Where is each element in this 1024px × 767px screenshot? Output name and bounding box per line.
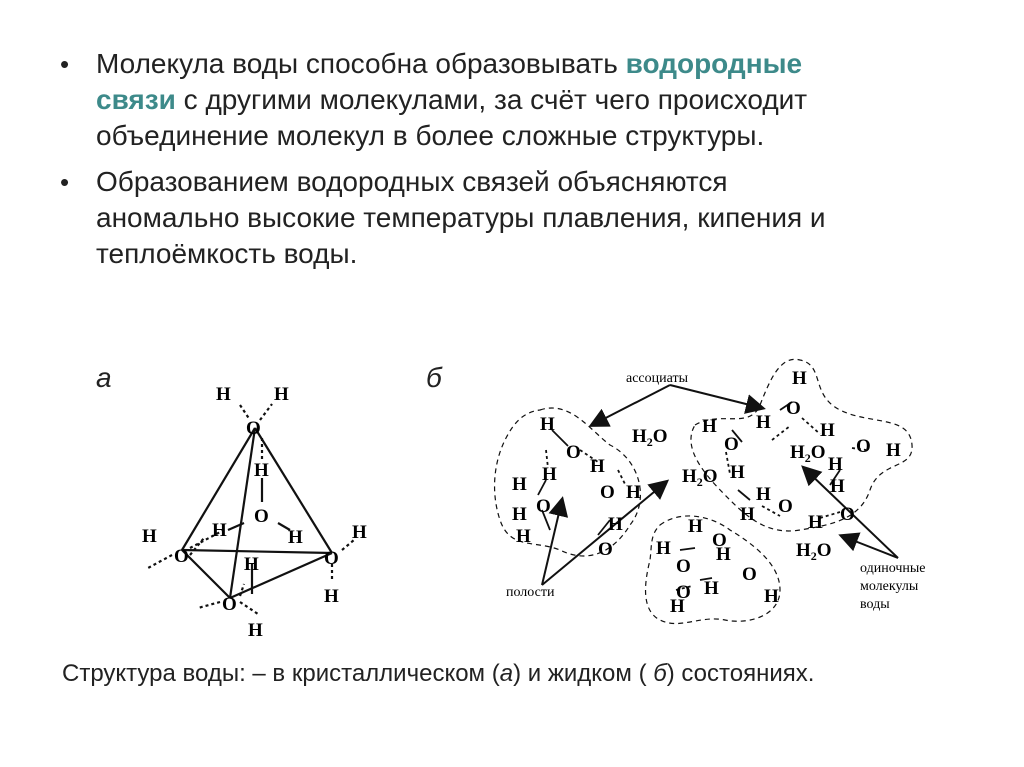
h2o-tail: O [702, 466, 718, 487]
caption-label-a: а [499, 660, 514, 687]
atom-o-label: O [324, 548, 339, 569]
atom-h-label: H [512, 474, 527, 495]
atom-h-label: H [828, 454, 843, 475]
h2o-sub: 2 [810, 549, 817, 563]
atom-h-label: H [512, 504, 527, 525]
atom-o-label: O [676, 556, 691, 577]
atom-h-label: H [716, 544, 731, 565]
atom-h-label: H [886, 440, 901, 461]
covalent-bonds [538, 402, 840, 580]
atom-h-label: H [820, 420, 835, 441]
atom-o-label: O [246, 418, 261, 439]
atom-h-label: H [608, 514, 623, 535]
atom-h-label: H [244, 554, 259, 575]
atom-o-label: O [742, 564, 757, 585]
bullet-2-text: Образованием водородных связей объясняются аномально высокие температуры плавления, кипения и теплоёмкость воды. [96, 166, 826, 269]
atom-h-label: H [808, 512, 823, 533]
atom-h-label: H [542, 464, 557, 485]
caption-text-2: ) и жидком ( [513, 660, 654, 687]
associates-annotation: ассоциаты [626, 371, 689, 386]
atom-o-label: O [778, 496, 793, 517]
atom-h-label: H [142, 526, 157, 547]
atom-o-label: O [840, 504, 855, 525]
bullet-item-1 [60, 46, 960, 154]
atom-h-label: H [324, 586, 339, 607]
atom-h-label: H [352, 522, 367, 543]
atom-h-label: H [274, 384, 289, 405]
bullet-text-2 [96, 164, 836, 272]
cavities-annotation: полости [506, 585, 555, 600]
atom-o-label: O [254, 506, 269, 527]
h2o-tail: O [810, 442, 826, 463]
atom-h-label: H [756, 412, 771, 433]
atom-o-label: O [222, 594, 237, 615]
atom-h-label: H [626, 482, 641, 503]
bullet-text-1 [96, 46, 836, 154]
atom-o-label: O [724, 434, 739, 455]
atom-h-label: H [540, 414, 555, 435]
h2o-sub: 2 [804, 451, 811, 465]
figure-caption [62, 660, 814, 688]
bullet-item-2 [60, 164, 960, 272]
atom-h-label: H [688, 516, 703, 537]
h2o-sub: 2 [696, 475, 703, 489]
atom-o-label: O [676, 582, 691, 603]
atom-o-label: O [786, 398, 801, 419]
caption-text-1: Структура воды: – в кристаллическом ( [62, 660, 500, 687]
atom-h-label: H [590, 456, 605, 477]
atom-o-label: O [566, 442, 581, 463]
diagram-b-label: б [426, 362, 442, 393]
h2o-tail: O [816, 540, 832, 561]
h2o-main: H [632, 426, 647, 447]
diagram-b-liquid-structure [480, 350, 980, 640]
atom-h-label: H [830, 476, 845, 497]
atom-h-label: H [516, 526, 531, 547]
caption-text-3: ) состояниях. [666, 660, 815, 687]
diagram-a-label: а [96, 362, 112, 393]
bullet-1-text-start: Молекула воды способна образовывать [96, 48, 626, 79]
atom-o-label: O [856, 436, 871, 457]
single-molecules-annotation-line-3: воды [860, 597, 890, 612]
atom-o-label: O [600, 482, 615, 503]
atom-o-label: O [712, 530, 727, 551]
h2o-formula [796, 540, 832, 563]
h2o-tail: O [652, 426, 668, 447]
diagram-a-crystal-structure [120, 370, 390, 650]
bullet-1-text-end: с другими молекулами, за счёт чего происходит объединение молекул в более сложные структуры. [96, 84, 808, 151]
single-molecules-annotation-line-2: молекулы [860, 579, 919, 594]
atom-h-label: H [702, 416, 717, 437]
atom-o-label: O [536, 496, 551, 517]
bullet-marker: • [60, 49, 70, 79]
atom-h-label: H [792, 368, 807, 389]
molecule-group-bottom [656, 516, 779, 617]
h2o-formula [790, 442, 826, 465]
h2o-formula [682, 466, 718, 489]
atom-h-label: H [288, 527, 303, 548]
bullet-1-highlight: водородные связи [96, 48, 803, 115]
atom-h-label: H [212, 520, 227, 541]
atom-o-label: O [174, 546, 189, 567]
h2o-main: H [790, 442, 805, 463]
molecule-group-left [512, 414, 641, 560]
atom-h-label: H [704, 578, 719, 599]
atom-h-label: H [764, 586, 779, 607]
atom-o-label: O [598, 539, 613, 560]
h2o-formula [632, 426, 668, 449]
atom-h-label: H [656, 538, 671, 559]
single-molecules-annotation-line-1: одиночные [860, 561, 926, 576]
atom-h-label: H [730, 462, 745, 483]
h2o-main: H [796, 540, 811, 561]
h2o-sub: 2 [646, 435, 653, 449]
atom-h-label: H [254, 460, 269, 481]
atom-h-label: H [740, 504, 755, 525]
atom-h-label: H [670, 596, 685, 617]
atom-h-label: H [756, 484, 771, 505]
caption-label-b: б [653, 660, 667, 687]
atom-h-label: H [248, 620, 263, 641]
bullet-list [60, 46, 960, 282]
bullet-marker: • [60, 167, 70, 197]
h2o-main: H [682, 466, 697, 487]
atom-h-label: H [216, 384, 231, 405]
